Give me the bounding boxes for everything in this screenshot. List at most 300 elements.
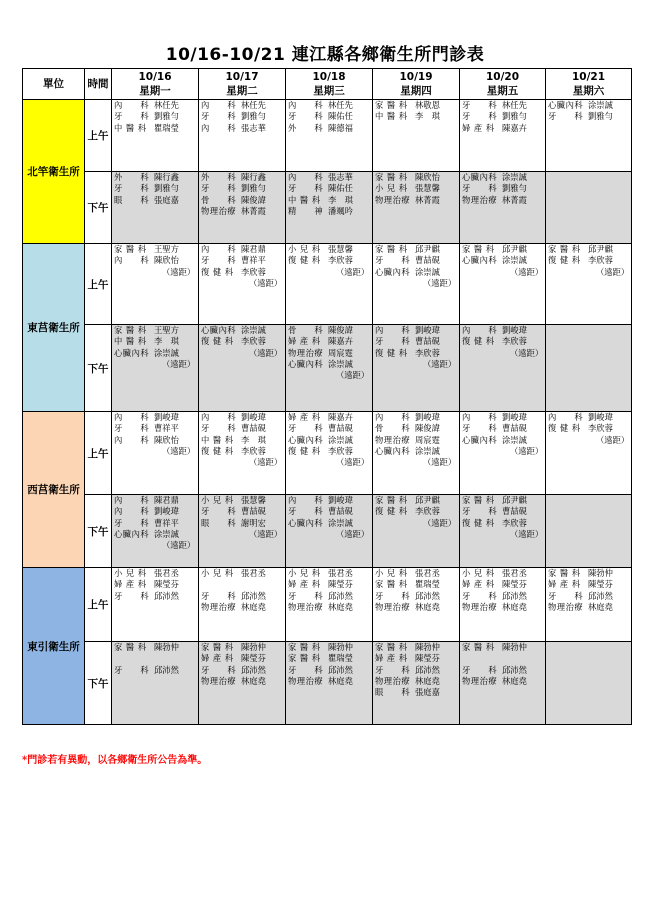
department: 內 科 (201, 244, 237, 254)
doctor-entry (199, 506, 285, 517)
day-weekday: 星期一 (139, 85, 171, 97)
doctor-entry (286, 506, 372, 517)
department: 復 健 科 (201, 336, 234, 347)
department: 內 科 (201, 412, 237, 422)
department: 家 醫 科 (375, 579, 408, 590)
department: 外 科 (114, 172, 150, 182)
department: 牙 科 (114, 111, 150, 122)
department: 內 科 (375, 412, 411, 422)
department: 牙 科 (375, 590, 411, 601)
doctor-entry (112, 423, 198, 434)
doctor-name: 涂崇誠 (328, 358, 353, 369)
doctor-name: （遠距） (423, 457, 457, 468)
station-row-am (23, 100, 632, 172)
remote-note (199, 278, 285, 289)
doctor-entry (286, 676, 372, 687)
department: 牙 科 (114, 517, 150, 528)
remote-note (286, 267, 372, 278)
doctor-name: 曹喆硯 (328, 423, 353, 434)
department: 中 醫 科 (114, 122, 147, 133)
schedule-cell (112, 642, 199, 725)
doctor-entry (286, 359, 372, 370)
remote-note (460, 446, 545, 457)
department: 物理治療 (288, 601, 324, 612)
doctor-name: 陳勃仲 (502, 642, 527, 652)
doctor-entry (286, 579, 372, 590)
doctor-entry (199, 423, 285, 434)
doctor-name: 劉峻瑋 (328, 495, 353, 505)
doctor-entry (373, 195, 459, 206)
doctor-name: 涂崇誠 (241, 325, 266, 335)
doctor-name: （遠距） (162, 540, 196, 551)
station-row-am (23, 568, 632, 642)
doctor-entry (112, 325, 198, 336)
period-label: 下午 (85, 172, 112, 244)
department: 物理治療 (375, 601, 411, 612)
period-label: 上午 (85, 100, 112, 172)
doctor-name: 涂崇誠 (154, 347, 179, 358)
doctor-name: 陳行鑫 (241, 172, 266, 182)
department: 牙 科 (288, 664, 324, 675)
doctor-name: （遠距） (336, 457, 370, 468)
doctor-name: 邱沛然 (328, 590, 353, 601)
doctor-entry (373, 172, 459, 183)
doctor-entry (286, 435, 372, 446)
department: 小 兒 科 (375, 183, 408, 194)
day-header (546, 69, 632, 100)
department: 心臟內科 (548, 100, 584, 110)
doctor-name: 邱尹麒 (415, 244, 440, 254)
doctor-entry (199, 642, 285, 653)
doctor-name: 劉峻瑋 (154, 412, 179, 422)
remote-note (112, 359, 198, 370)
day-date: 10/20 (485, 71, 520, 83)
department: 內 科 (201, 122, 237, 133)
remote-note (112, 540, 198, 551)
department: 內 科 (114, 412, 150, 422)
department: 牙 科 (375, 255, 411, 266)
doctor-entry (112, 591, 198, 602)
doctor-entry (460, 568, 545, 579)
doctor-name: 陳勃仲 (588, 568, 613, 578)
schedule-cell (546, 325, 632, 412)
doctor-entry (373, 325, 459, 336)
doctor-name: 瞿瑞瑩 (415, 579, 440, 590)
doctor-name: 曹喆硯 (241, 423, 266, 434)
doctor-name: 曹喆硯 (415, 255, 440, 266)
schedule-cell (286, 244, 373, 325)
department: 復 健 科 (288, 255, 321, 266)
doctor-entry (373, 446, 459, 457)
schedule-cell (546, 100, 632, 172)
doctor-name: 涂崇誠 (415, 445, 440, 456)
doctor-name: 李欣蓉 (241, 336, 266, 347)
schedule-cell (112, 568, 199, 642)
department: 內 科 (288, 100, 324, 110)
doctor-name: 陳俊諱 (328, 325, 353, 335)
remote-note (373, 518, 459, 529)
doctor-entry (373, 244, 459, 255)
doctor-name: 李欣蓉 (415, 506, 440, 517)
remote-note (199, 457, 285, 468)
department: 牙 科 (288, 423, 324, 434)
doctor-name: 邱尹麒 (502, 495, 527, 505)
doctor-entry (286, 336, 372, 347)
department: 婦 產 科 (548, 579, 581, 590)
doctor-entry (199, 244, 285, 255)
doctor-name: 涂崇誠 (154, 528, 179, 539)
doctor-entry (286, 183, 372, 194)
doctor-entry (112, 506, 198, 517)
remote-note (286, 370, 372, 381)
remote-note (546, 435, 631, 446)
department: 牙 科 (201, 111, 237, 122)
doctor-name: 陳德福 (328, 122, 353, 133)
remote-note (199, 348, 285, 359)
doctor-name: （遠距） (162, 358, 196, 369)
station-row-pm (23, 642, 632, 725)
doctor-entry (199, 123, 285, 134)
department: 復 健 科 (375, 506, 408, 517)
doctor-entry (460, 244, 545, 255)
doctor-entry (286, 111, 372, 122)
department: 家 醫 科 (201, 642, 234, 652)
doctor-entry (546, 412, 631, 423)
doctor-name: 陳君鼎 (241, 244, 266, 254)
doctor-name: 陳瑩芬 (154, 579, 179, 590)
department: 婦 產 科 (114, 579, 147, 590)
department: 骨 科 (375, 423, 411, 434)
doctor-entry (286, 518, 372, 529)
doctor-name: （遠距） (423, 358, 457, 369)
doctor-name: （遠距） (336, 266, 370, 277)
department: 牙 科 (375, 664, 411, 675)
department: 小 兒 科 (114, 568, 147, 578)
doctor-entry (286, 412, 372, 423)
doctor-name: （遠距） (162, 266, 196, 277)
department: 家 醫 科 (114, 244, 147, 254)
department: 牙 科 (288, 590, 324, 601)
department: 家 醫 科 (462, 495, 495, 505)
department: 物理治療 (201, 675, 237, 686)
department: 物理治療 (201, 205, 237, 216)
department: 牙 科 (201, 590, 237, 601)
doctor-entry (460, 506, 545, 517)
day-date: 10/21 (571, 71, 606, 83)
doctor-name: 涂崇誠 (415, 266, 440, 277)
department: 眼 科 (114, 194, 150, 205)
department: 牙 科 (201, 255, 237, 266)
department: 牙 科 (114, 664, 150, 675)
period-label: 下午 (85, 325, 112, 412)
doctor-entry (112, 244, 198, 255)
doctor-name: 陳佑任 (328, 111, 353, 122)
doctor-name: （遠距） (510, 347, 544, 358)
day-date: 10/17 (225, 71, 259, 83)
doctor-name: （遠距） (596, 434, 630, 445)
department: 內 科 (114, 434, 150, 445)
day-weekday: 星期三 (313, 85, 345, 97)
schedule-cell (373, 495, 460, 568)
doctor-name: 劉雅勻 (588, 111, 613, 122)
doctor-name: 林庭堯 (241, 601, 266, 612)
doctor-name: 張庭嘉 (415, 687, 440, 698)
department: 家 醫 科 (462, 244, 495, 254)
doctor-name: 林任先 (154, 100, 179, 110)
department: 心臟內科 (375, 445, 411, 456)
doctor-entry (373, 495, 459, 506)
doctor-name: 周宸霆 (415, 434, 440, 445)
doctor-entry (112, 529, 198, 540)
doctor-entry (460, 412, 545, 423)
schedule-cell (286, 172, 373, 244)
doctor-entry (199, 336, 285, 347)
doctor-entry (373, 183, 459, 194)
doctor-name: 涂崇誠 (328, 517, 353, 528)
doctor-name: 劉雅勻 (502, 111, 527, 122)
doctor-entry (373, 111, 459, 122)
period-label: 下午 (85, 495, 112, 568)
schedule-cell (199, 244, 286, 325)
doctor-name: 林任先 (502, 100, 527, 110)
doctor-name: 林菁霞 (415, 194, 440, 205)
department: 小 兒 科 (288, 568, 321, 578)
schedule-cell (199, 412, 286, 495)
doctor-entry (373, 602, 459, 613)
department: 家 醫 科 (288, 653, 321, 664)
department: 牙 科 (548, 590, 584, 601)
day-date: 10/19 (399, 71, 433, 83)
footer-note: *門診若有異動，以各鄉衛生所公告為準。 (22, 755, 208, 766)
schedule-cell (546, 412, 632, 495)
department: 心臟內科 (288, 358, 324, 369)
day-header (286, 69, 373, 100)
schedule-cell (112, 172, 199, 244)
day-weekday: 星期五 (486, 85, 519, 97)
department: 物理治療 (375, 434, 411, 445)
department: 物理治療 (548, 601, 584, 612)
doctor-name: 邱沛然 (415, 590, 440, 601)
doctor-name: 李 琪 (241, 434, 266, 445)
department: 牙 科 (462, 183, 498, 194)
department: 婦 產 科 (288, 579, 321, 590)
department: 牙 科 (288, 111, 324, 122)
doctor-entry (373, 579, 459, 590)
doctor-entry (546, 591, 631, 602)
doctor-entry (199, 183, 285, 194)
doctor-name: 陳俊諱 (241, 194, 266, 205)
doctor-name: 劉峻瑋 (415, 325, 440, 335)
department: 牙 科 (462, 100, 498, 110)
doctor-entry (546, 100, 631, 111)
doctor-name: 李欣蓉 (502, 336, 527, 347)
doctor-entry (373, 591, 459, 602)
doctor-name: 張慧馨 (241, 495, 266, 505)
doctor-name: 涂崇誠 (502, 172, 527, 182)
doctor-entry (112, 336, 198, 347)
doctor-entry (112, 412, 198, 423)
doctor-name: 曹喆硯 (328, 506, 353, 517)
remote-note (286, 529, 372, 540)
station-name: 北竿衛生所 (23, 100, 85, 244)
doctor-name: 涂崇誠 (502, 434, 527, 445)
doctor-name: 林菁霞 (502, 194, 527, 205)
doctor-name: 涂崇誠 (502, 255, 527, 266)
doctor-name: 林庭堯 (588, 601, 613, 612)
doctor-entry (199, 518, 285, 529)
doctor-entry (112, 123, 198, 134)
doctor-entry (460, 518, 545, 529)
doctor-entry (546, 579, 631, 590)
doctor-entry (460, 642, 545, 653)
department: 內 科 (114, 100, 150, 110)
department: 中 醫 科 (114, 336, 147, 347)
doctor-entry (460, 325, 545, 336)
doctor-name: （遠距） (596, 266, 630, 277)
station-row-pm (23, 495, 632, 568)
doctor-entry (112, 568, 198, 579)
doctor-name: 李欣蓉 (415, 347, 440, 358)
doctor-name: 邱沛然 (154, 590, 179, 601)
doctor-name: 林任先 (241, 100, 266, 110)
doctor-entry (460, 676, 545, 687)
department: 復 健 科 (548, 255, 581, 266)
doctor-name: 劉雅勻 (154, 183, 179, 194)
doctor-name: 曹祥平 (154, 517, 179, 528)
doctor-entry (199, 602, 285, 613)
department: 內 科 (375, 325, 411, 335)
schedule-cell (373, 642, 460, 725)
doctor-name: 陳俊諱 (415, 423, 440, 434)
doctor-name: 張慧馨 (328, 244, 353, 254)
station-row-pm (23, 172, 632, 244)
period-label: 下午 (85, 642, 112, 725)
department: 內 科 (201, 100, 237, 110)
doctor-name: （遠距） (423, 517, 457, 528)
doctor-name: 劉雅勻 (502, 183, 527, 194)
doctor-entry (286, 591, 372, 602)
schedule-cell (460, 244, 546, 325)
doctor-name: 陳勃仲 (154, 642, 179, 652)
doctor-name: 劉雅勻 (241, 183, 266, 194)
doctor-entry (286, 244, 372, 255)
schedule-cell (546, 568, 632, 642)
header-row (23, 69, 632, 100)
doctor-name: 陳嘉卉 (328, 336, 353, 347)
doctor-entry (373, 423, 459, 434)
doctor-entry (373, 412, 459, 423)
day-header (199, 69, 286, 100)
department: 外 科 (201, 172, 237, 182)
doctor-name: 劉峻瑋 (415, 412, 440, 422)
doctor-name: 張君丞 (154, 568, 179, 578)
department: 牙 科 (288, 183, 324, 194)
department: 牙 科 (201, 506, 237, 517)
doctor-entry (460, 183, 545, 194)
department: 中 醫 科 (375, 111, 408, 122)
department: 小 兒 科 (201, 495, 234, 505)
department: 物理治療 (462, 601, 498, 612)
doctor-entry (460, 255, 545, 266)
doctor-entry (112, 518, 198, 529)
doctor-entry (546, 602, 631, 613)
doctor-entry (112, 255, 198, 266)
day-weekday: 星期二 (226, 85, 258, 97)
doctor-name: 劉峻瑋 (502, 412, 527, 422)
doctor-name: 邱沛然 (328, 664, 353, 675)
department: 小 兒 科 (375, 568, 408, 578)
day-weekday: 星期六 (572, 85, 605, 97)
department: 物理治療 (201, 601, 237, 612)
doctor-name: 李 琪 (328, 194, 353, 205)
doctor-entry (199, 676, 285, 687)
day-date: 10/16 (138, 71, 172, 83)
department: 家 醫 科 (114, 642, 147, 652)
doctor-name: 陳瑩芬 (328, 579, 353, 590)
doctor-entry (112, 172, 198, 183)
remote-note (199, 529, 285, 540)
doctor-entry (199, 172, 285, 183)
doctor-name: 陳瑩芬 (588, 579, 613, 590)
department: 內 科 (548, 412, 584, 422)
department: 復 健 科 (201, 445, 234, 456)
doctor-name: 李 琪 (415, 111, 440, 122)
schedule-cell (373, 244, 460, 325)
department: 內 科 (462, 412, 498, 422)
doctor-name: 邱尹麒 (502, 244, 527, 254)
doctor-name: 劉峻瑋 (154, 506, 179, 517)
doctor-name: 林庭堯 (415, 675, 440, 686)
doctor-name: 陳瑩芬 (241, 653, 266, 664)
schedule-cell (546, 172, 632, 244)
day-weekday: 星期四 (400, 85, 432, 97)
schedule-cell (286, 642, 373, 725)
doctor-entry (199, 100, 285, 111)
doctor-name: 涂崇誠 (328, 434, 353, 445)
department: 物理治療 (462, 194, 498, 205)
doctor-name: 林庭堯 (502, 601, 527, 612)
department: 內 科 (288, 495, 324, 505)
doctor-name: 林庭堯 (241, 675, 266, 686)
doctor-name: 陳嘉卉 (502, 122, 527, 133)
remote-note (460, 529, 545, 540)
schedule-cell (546, 495, 632, 568)
station-row-pm (23, 325, 632, 412)
doctor-name: 張君丞 (328, 568, 353, 578)
doctor-name: 邱沛然 (415, 664, 440, 675)
doctor-entry (373, 255, 459, 266)
doctor-name: 陳勃仲 (241, 642, 266, 652)
department: 小 兒 科 (462, 568, 495, 578)
doctor-entry (546, 255, 631, 266)
doctor-entry (373, 676, 459, 687)
unit-header: 單位 (23, 69, 85, 100)
doctor-name: 邱沛然 (154, 664, 179, 675)
doctor-name: （遠距） (249, 347, 283, 358)
doctor-name: 陳佑任 (328, 183, 353, 194)
doctor-entry (286, 423, 372, 434)
doctor-entry (546, 244, 631, 255)
department: 家 醫 科 (288, 642, 321, 652)
schedule-cell (286, 412, 373, 495)
department: 內 科 (288, 172, 324, 182)
station-name: 東引衛生所 (23, 568, 85, 725)
day-date: 10/18 (312, 71, 346, 83)
doctor-name: （遠距） (336, 370, 370, 381)
doctor-name: 陳勃仲 (328, 642, 353, 652)
doctor-entry (373, 642, 459, 653)
day-header (460, 69, 546, 100)
